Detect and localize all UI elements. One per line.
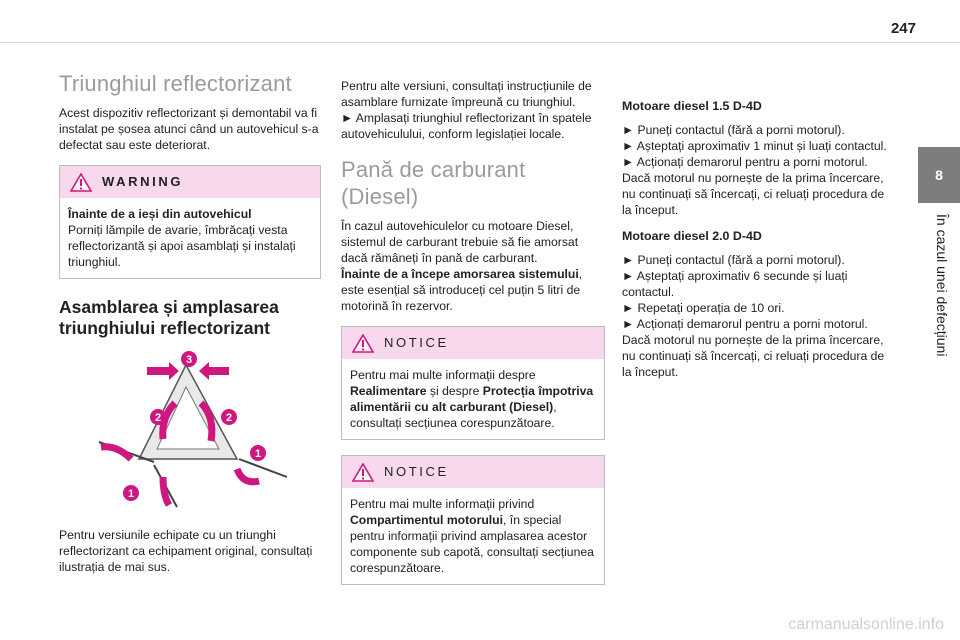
priming-text: , este esențial să introduceți cel puțin 5 litri de motorină în rezervor. <box>341 267 583 313</box>
notice-text: , în special pentru informații privind amplasarea acestor componente sub capotă, consultați secțiunea corespunzătoare. <box>350 513 594 575</box>
svg-text:3: 3 <box>185 354 193 366</box>
notice-text: și despre <box>426 384 483 398</box>
step: ► Acționați demarorul pentru a porni motorul. <box>622 155 868 169</box>
svg-text:1: 1 <box>127 488 135 500</box>
heading-15-d4d: Motoare diesel 1.5 D-4D <box>622 99 762 113</box>
warning-text: Porniți lămpile de avarie, îmbrăcați vesta reflectorizantă și apoi asamblați și instalați triunghiul. <box>68 223 296 269</box>
warning-heading: Înainte de a ieși din autovehicul <box>68 207 252 221</box>
callout-1-left <box>123 485 139 501</box>
link-engine-compartment[interactable]: Compartimentul motorului <box>350 513 504 527</box>
notice-body <box>342 488 604 584</box>
priming-bold: Înainte de a începe amorsarea sistemului <box>341 267 579 281</box>
column-middle <box>341 78 605 585</box>
notice-text: , consultați secțiunea corespunzătoare. <box>350 400 557 430</box>
notice-label: NOTICE <box>384 464 449 479</box>
callout-1-right <box>250 445 266 461</box>
notice-body <box>342 359 604 439</box>
steps-15-d4d <box>622 122 890 218</box>
link-misfuel-protection[interactable]: Protecția împotriva alimentării cu alt carburant (Diesel) <box>350 384 594 414</box>
callout-3 <box>181 351 197 367</box>
notice-header <box>342 456 604 488</box>
column-left <box>59 70 321 575</box>
notice-box-refuel <box>341 326 605 440</box>
step: ► Acționați demarorul pentru a porni motorul. <box>622 317 868 331</box>
chapter-title-text: În cazul unei defecțiuni <box>934 214 950 357</box>
callout-2-left <box>150 409 166 425</box>
callout-2-right <box>221 409 237 425</box>
step: ► Repetați operația de 10 ori. <box>622 301 785 315</box>
chapter-number-tab[interactable]: 8 <box>918 147 960 203</box>
svg-text:2: 2 <box>225 412 233 424</box>
other-versions-text: Pentru alte versiuni, consultați instrucțiunile de asamblare furnizate împreună cu triunghiul. <box>341 79 592 109</box>
svg-text:2: 2 <box>154 412 162 424</box>
section-title-fuel: Pană de carburant (Diesel) <box>341 157 526 209</box>
step: ► Așteptați aproximativ 1 minut și luați contactul. <box>622 139 887 153</box>
notice-label: NOTICE <box>384 335 449 350</box>
notice-text: Pentru mai multe informații privind <box>350 497 535 511</box>
warning-label: WARNING <box>102 174 184 189</box>
placement-bullet: ► Amplasați triunghiul reflectorizant în spatele autovehiculului, conform legislației locale. <box>341 111 592 141</box>
notice-triangle-icon <box>352 463 374 482</box>
fuel-intro: În cazul autovehiculelor cu motoare Diesel, sistemul de carburant trebuie să fie amorsat dacă rămâneți în pană de carburant. <box>341 219 579 265</box>
triangle-footnote: Pentru versiunile echipate cu un triunghi reflectorizant ca echipament original, consultați ilustrația de mai sus. <box>59 528 313 574</box>
step-note: Dacă motorul nu pornește de la prima încercare, nu continuați să încercați, ci reluați procedura de la început. <box>622 171 885 217</box>
warning-triangle-icon <box>70 173 92 192</box>
page-number: 247 <box>890 20 916 37</box>
notice-text: Pentru mai multe informații despre <box>350 368 536 382</box>
steps-20-d4d <box>622 252 890 380</box>
warning-box <box>59 165 321 279</box>
subtitle-assembly: Asamblarea și amplasarea triunghiului reflectorizant <box>59 297 279 338</box>
notice-box-engine <box>341 455 605 585</box>
triangle-intro: Acest dispozitiv reflectorizant și demontabil va fi instalat pe șosea atunci când un autovehicul s-a defectat sau este deteriorat. <box>59 106 319 152</box>
warning-header <box>60 166 320 198</box>
watermark: carmanualsonline.info <box>788 616 944 633</box>
column-right <box>622 98 890 380</box>
heading-20-d4d: Motoare diesel 2.0 D-4D <box>622 229 762 243</box>
chapter-title <box>928 214 952 414</box>
section-title-triangle: Triunghiul reflectorizant <box>59 71 292 96</box>
step: ► Așteptați aproximativ 6 secunde și luați contactul. <box>622 269 848 299</box>
link-refuelling[interactable]: Realimentare <box>350 384 427 398</box>
notice-header <box>342 327 604 359</box>
notice-triangle-icon <box>352 334 374 353</box>
triangle-assembly-diagram <box>59 347 321 517</box>
triangle-illustration <box>59 347 321 517</box>
step-note: Dacă motorul nu pornește de la prima încercare, nu continuați să încercați, ci reluați procedura de la început. <box>622 333 885 379</box>
header-rule <box>0 42 960 43</box>
step: ► Puneți contactul (fără a porni motorul). <box>622 253 845 267</box>
warning-body <box>60 198 320 278</box>
svg-text:1: 1 <box>254 448 262 460</box>
step: ► Puneți contactul (fără a porni motorul). <box>622 123 845 137</box>
